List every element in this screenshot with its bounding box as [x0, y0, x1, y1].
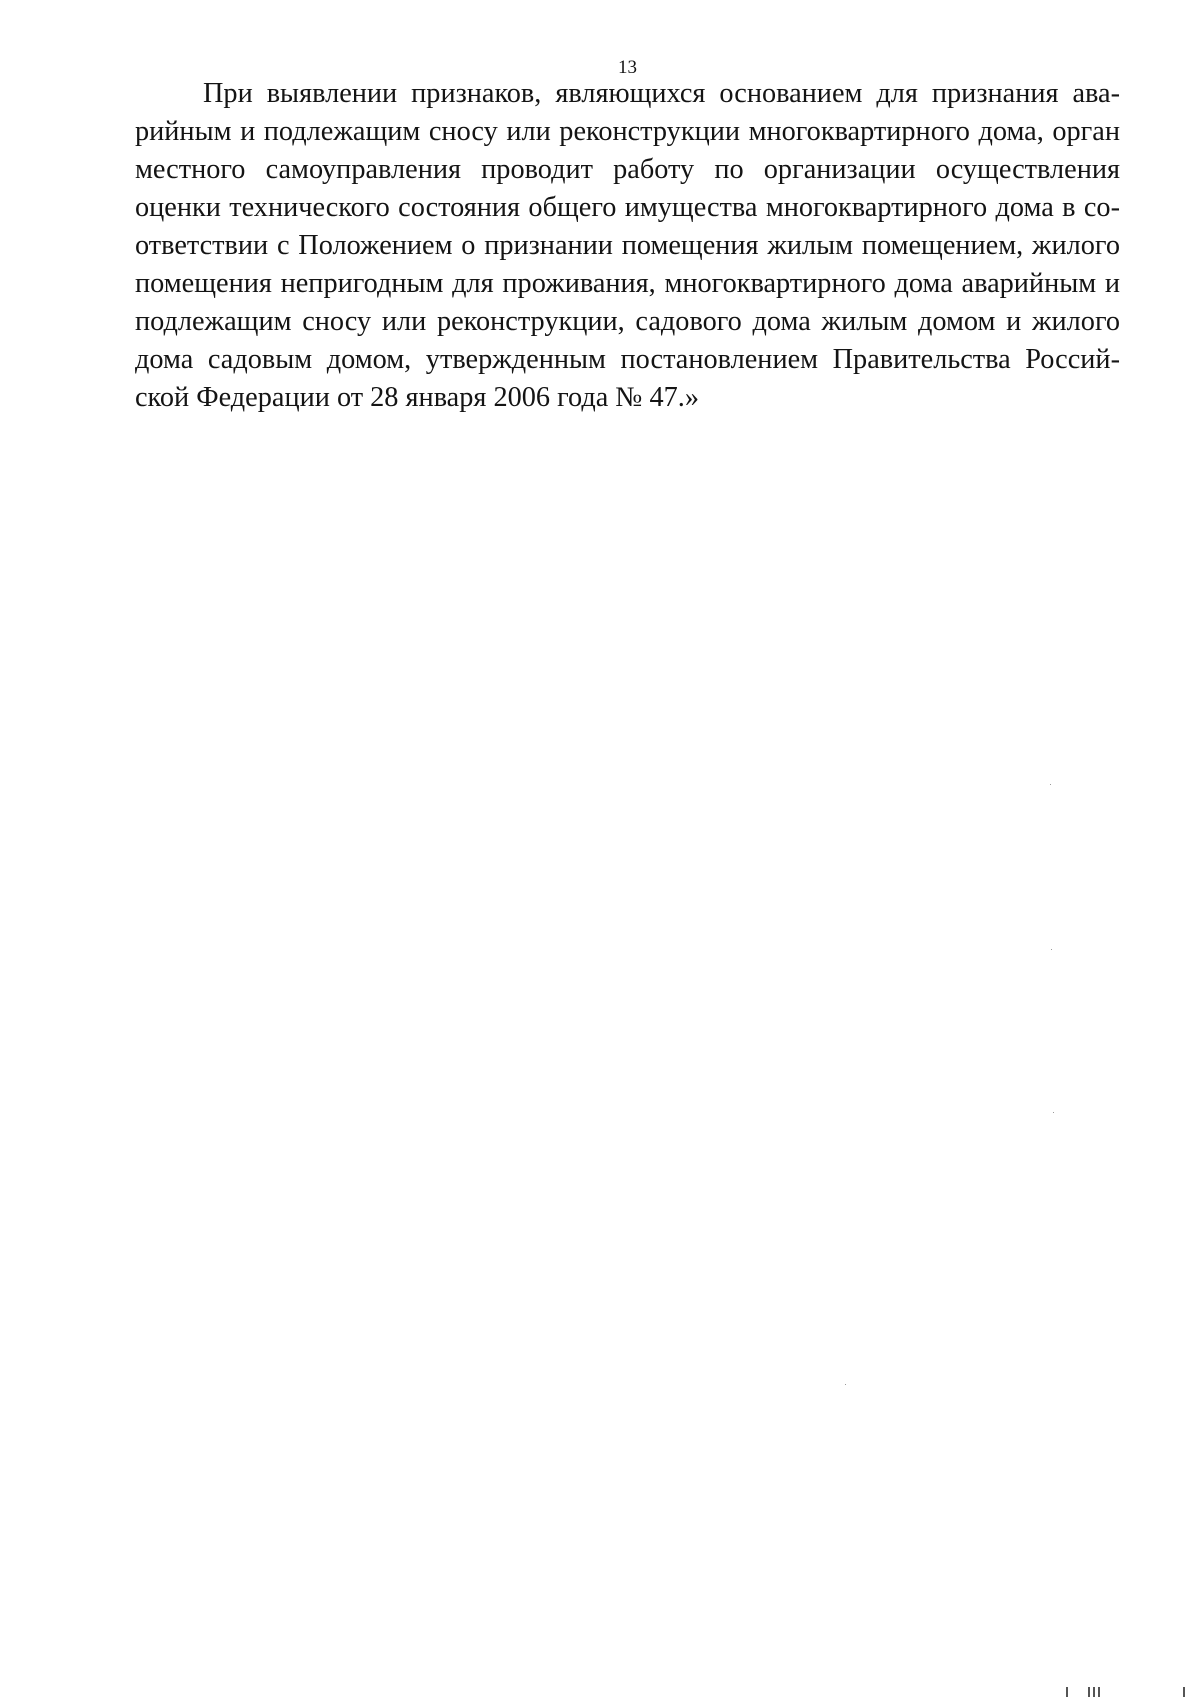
paragraph-line: ответствии с Положением о признании помещения жилым помещением, жилого: [135, 230, 1120, 261]
scan-speck: [1050, 784, 1051, 785]
paragraph-line: подлежащим сносу или реконструкции, садового дома жилым домом и жилого: [135, 306, 1120, 337]
scan-speck: [1053, 1112, 1054, 1113]
paragraph-line: местного самоуправления проводит работу по организации осуществления: [135, 154, 1120, 185]
paragraph-line: рийным и подлежащим сносу или реконструкции многоквартирного дома, орган: [135, 116, 1120, 147]
page-number: 13: [618, 57, 637, 78]
paragraph-line: ской Федерации от 28 января 2006 года № 47.»: [135, 382, 700, 413]
scan-speck: [845, 1384, 846, 1385]
paragraph-line: помещения непригодным для проживания, многоквартирного дома аварийным и: [135, 268, 1120, 299]
paragraph-line: оценки технического состояния общего имущества многоквартирного дома в со-: [135, 192, 1120, 223]
scan-speck: [1051, 949, 1052, 950]
paragraph-line: дома садовым домом, утвержденным постановлением Правительства Россий-: [135, 344, 1120, 375]
scan-edge-marks: [1050, 1685, 1200, 1697]
body-paragraph: [135, 75, 1120, 417]
paragraph-line: При выявлении признаков, являющихся основанием для признания ава-: [203, 78, 1120, 109]
